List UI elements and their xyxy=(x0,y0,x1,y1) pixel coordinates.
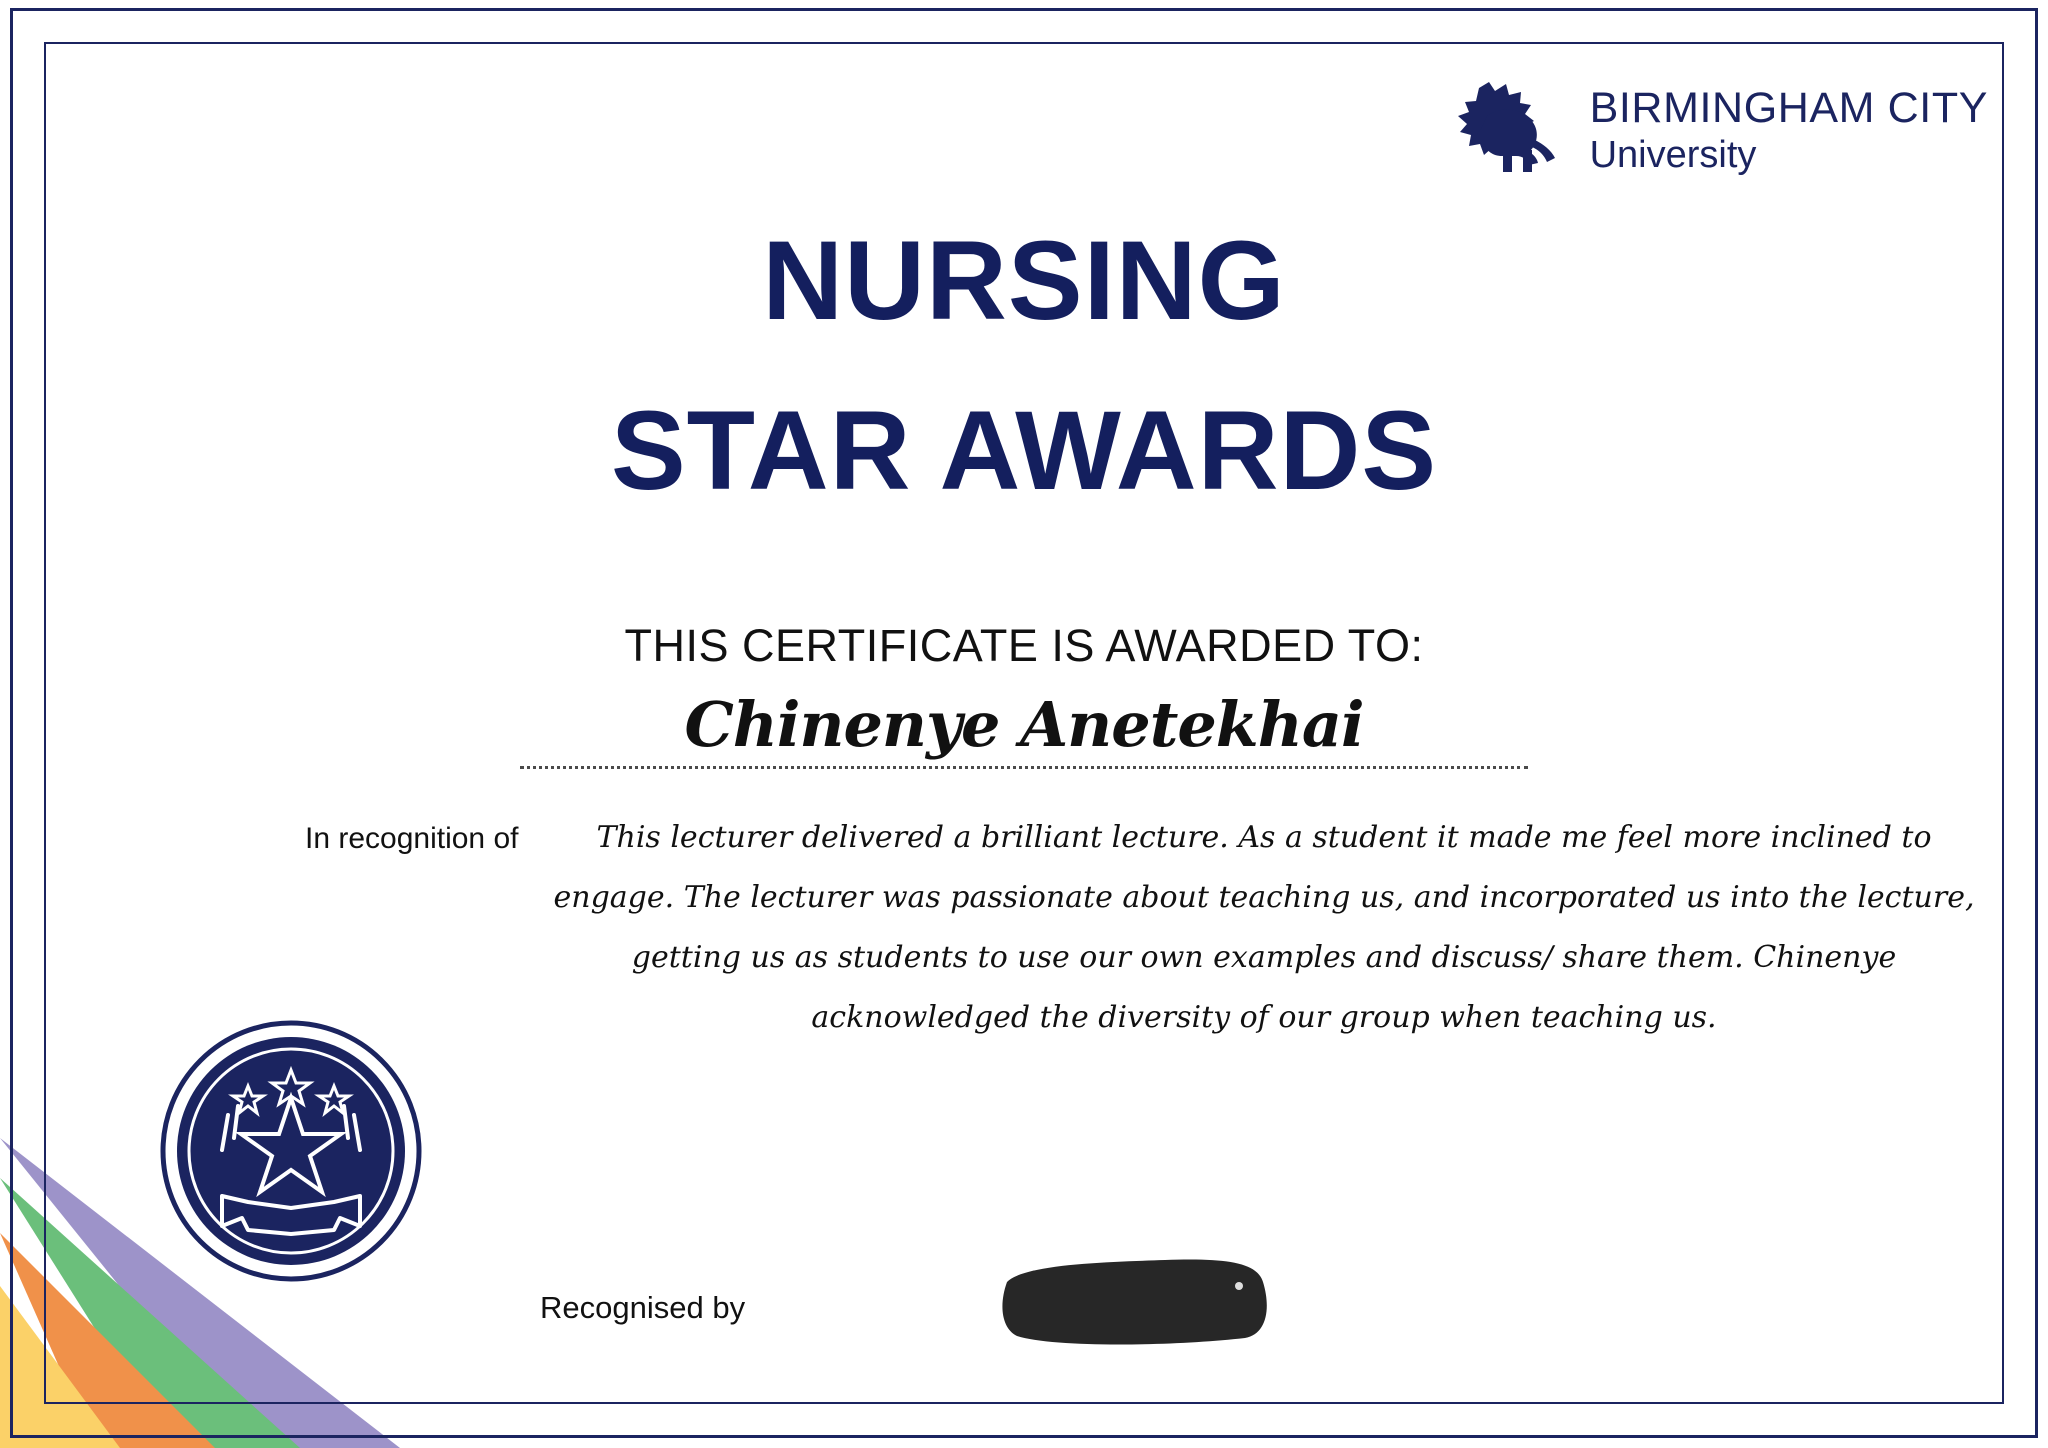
recipient-underline xyxy=(520,765,1528,769)
university-logo xyxy=(1457,80,1988,180)
recognition-label: In recognition of xyxy=(305,822,519,855)
ray-yellow xyxy=(0,1286,120,1448)
logo-line-2: University xyxy=(1589,133,1757,176)
star-seal-badge-icon xyxy=(160,1020,422,1282)
recognition-text: This lecturer delivered a brilliant lecture. As a student it made me feel more inclined to engage. The lecturer was passionate about teaching us, and incorporated us into the lecture, getting us as students to use our own examples and discuss/ share them. Chinenye acknowledged the diversity of our group when teaching us. xyxy=(553,820,1975,1035)
title-line-2: STAR AWARDS xyxy=(610,388,1438,513)
bcu-lion-icon xyxy=(1457,80,1572,180)
logo-line-1: BIRMINGHAM CITY xyxy=(1589,83,1988,132)
certificate-title xyxy=(0,218,2048,513)
awarded-to-label: THIS CERTIFICATE IS AWARDED TO: xyxy=(624,620,1424,671)
recipient-name: Chinenye Anetekhai xyxy=(684,688,1364,761)
recipient-block xyxy=(520,688,1528,769)
signature-redaction xyxy=(995,1252,1275,1352)
title-line-1: NURSING xyxy=(762,218,1286,343)
recognised-by-label: Recognised by xyxy=(540,1290,746,1325)
